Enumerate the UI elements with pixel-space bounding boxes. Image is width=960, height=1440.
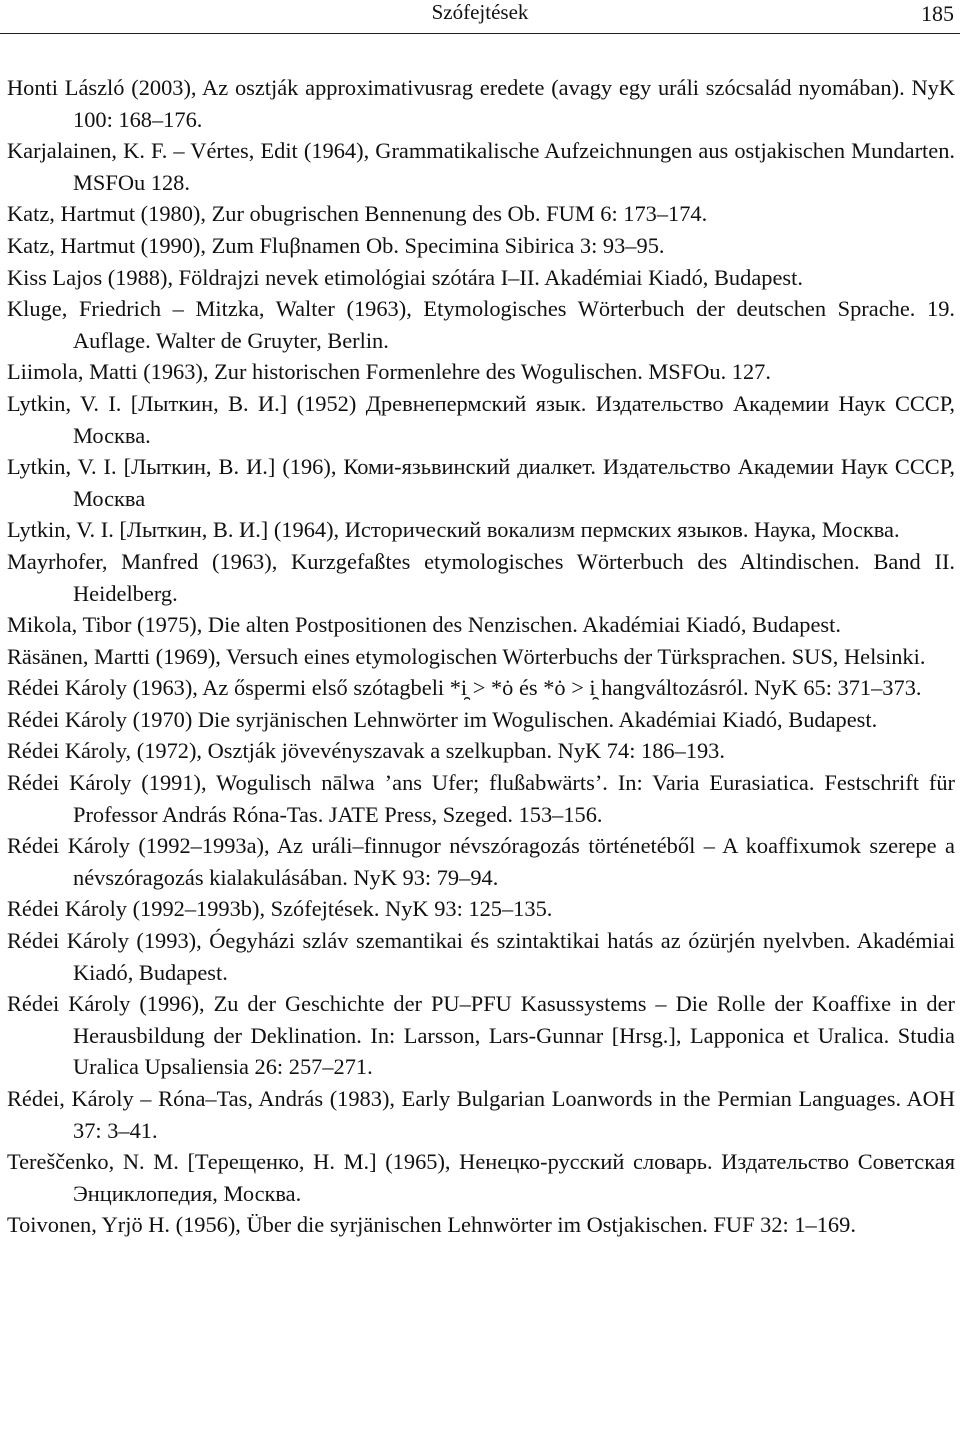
reference-entry: Rédei Károly, (1972), Osztják jövevényszavak a szelkupban. NyK 74: 186–193. xyxy=(7,738,725,764)
reference-entry: Rédei Károly (1992–1993a), Az uráli–finnugor névszóragozás történetéből – A koaffixumok szerepe a névszóragozás kialakulásában. NyK 93: 79–94. xyxy=(7,833,955,890)
reference-entry: Rédei Károly (1993), Óegyházi szláv szemantikai és szintaktikai hatás az ózürjén nyelvben. Akadémiai Kiadó, Budapest. xyxy=(7,928,955,985)
reference-entry: Rédei, Károly – Róna–Tas, András (1983), Early Bulgarian Loanwords in the Permian Languages. AOH 37: 3–41. xyxy=(7,1086,955,1143)
reference-entry: Mikola, Tibor (1975), Die alten Postpositionen des Nenzischen. Akadémiai Kiadó, Budapest. xyxy=(7,612,841,638)
reference-entry: Honti László (2003), Az osztják approximativusrag eredete (avagy egy uráli szócsalád nyomában). NyK 100: 168–176. xyxy=(7,75,955,132)
reference-entry: Mayrhofer, Manfred (1963), Kurzgefaßtes etymologisches Wörterbuch des Altindischen. Band II. Heidelberg. xyxy=(7,548,955,606)
reference-entry: Tereščenko, N. M. [Терещенко, Н. М.] (1965), Ненецко-русский словарь. Издательство Советская Энциклопедия, Москва. xyxy=(7,1149,955,1206)
reference-entry: Rédei Károly (1996), Zu der Geschichte der PU–PFU Kasussystems – Die Rolle der Koaffixe in der Herausbildung der Deklination. In: Larsson, Lars-Gunnar [Hrsg.], Lapponica et Uralica. Studia Uralica Upsaliensia 26: 257–271. xyxy=(7,991,955,1080)
reference-entry: Lytkin, V. I. [Лыткин, В. И.] (1964), Исторический вокализм пермских языков. Наука, Москва. xyxy=(7,517,900,543)
reference-entry: Rédei Károly (1963), Az őspermi első szótagbeli *i̯ > *ȯ és *ȯ > i̯ hangváltozásról. NyK 65: 371–373. xyxy=(7,675,922,701)
running-head xyxy=(0,0,960,34)
reference-entry: Katz, Hartmut (1990), Zum Fluβnamen Ob. Specimina Sibirica 3: 93–95. xyxy=(7,232,665,258)
reference-entry: Rédei Károly (1992–1993b), Szófejtések. NyK 93: 125–135. xyxy=(7,896,553,922)
reference-entry: Lytkin, V. I. [Лыткин, В. И.] (196), Коми-язьвинский диалкет. Издательство Академии Наук СССР, Москва xyxy=(7,454,955,511)
page-number: 185 xyxy=(921,1,954,26)
reference-entry: Rédei Károly (1991), Wogulisch nālwa ’ans Ufer; flußabwärts’. In: Varia Eurasiatica. Festschrift für Professor András Róna-Tas. JATE Press, Szeged. 153–156. xyxy=(7,770,955,827)
reference-entry: Katz, Hartmut (1980), Zur obugrischen Bennenung des Ob. FUM 6: 173–174. xyxy=(7,201,708,227)
reference-entry: Karjalainen, K. F. – Vértes, Edit (1964), Grammatikalische Aufzeichnungen aus ostjakischen Mundarten. MSFOu 128. xyxy=(7,138,955,195)
reference-entry: Kiss Lajos (1988), Földrajzi nevek etimológiai szótára I–II. Akadémiai Kiadó, Budapest. xyxy=(7,264,803,290)
reference-entry: Räsänen, Martti (1969), Versuch eines etymologischen Wörterbuchs der Türksprachen. SUS, Helsinki. xyxy=(7,643,926,669)
reference-entry: Lytkin, V. I. [Лыткин, В. И.] (1952) Древнепермский язык. Издательство Академии Наук СССР, Москва. xyxy=(7,390,955,448)
reference-entry: Rédei Károly (1970) Die syrjänischen Lehnwörter im Wogulischen. Akadémiai Kiadó, Budapest. xyxy=(7,706,878,732)
running-title: Szófejtések xyxy=(431,0,529,24)
reference-entry: Liimola, Matti (1963), Zur historischen Formenlehre des Wogulischen. MSFOu. 127. xyxy=(7,359,771,385)
reference-entry: Toivonen, Yrjö H. (1956), Über die syrjänischen Lehnwörter im Ostjakischen. FUF 32: 1–169. xyxy=(7,1212,856,1238)
reference-list xyxy=(7,72,955,1241)
reference-entry: Kluge, Friedrich – Mitzka, Walter (1963), Etymologisches Wörterbuch der deutschen Sprache. 19. Auflage. Walter de Gruyter, Berlin. xyxy=(7,296,955,353)
